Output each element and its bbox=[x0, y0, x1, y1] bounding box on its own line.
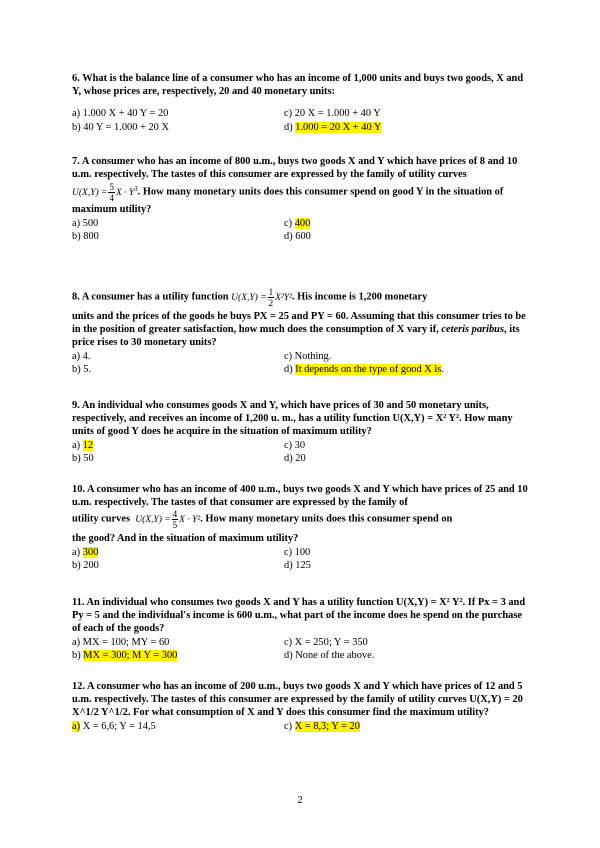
q7-option-d: d) 600 bbox=[284, 230, 311, 242]
question-12-text: 12. A consumer who has an income of 200 u.m., buys two goods X and Y which have prices of 12 and 5 u.m. respectively. The tastes of this consumer are expressed by the family of utility curves U(X,Y) = 20 X^1/2 Y^1/2. For what consumption of X and Y does this consumer find the maximum utility? bbox=[72, 681, 523, 719]
q7-option-b: b) 800 bbox=[72, 230, 99, 242]
q8-frac-num: 1 bbox=[268, 287, 274, 297]
question-10-text-b: utility curves bbox=[72, 514, 131, 526]
question-8-line1 bbox=[72, 287, 530, 308]
q10-option-a bbox=[72, 546, 284, 559]
q10-formula-lhs: U(X,Y) = bbox=[135, 515, 171, 526]
q8-formula-rhs: X²Y² bbox=[275, 292, 292, 303]
q9-option-a-label: a) bbox=[72, 439, 81, 451]
q11-option-a: a) MX = 100; MY = 60 bbox=[72, 636, 170, 648]
q10-formula bbox=[135, 509, 201, 531]
question-9 bbox=[72, 399, 530, 465]
q10-option-c: c) 100 bbox=[284, 546, 311, 558]
q12-option-c bbox=[284, 720, 530, 733]
question-7 bbox=[72, 155, 530, 243]
q11-option-b-label: b) bbox=[72, 649, 81, 661]
q6-option-d-answer: 1.000 = 20 X + 40 Y bbox=[295, 121, 382, 133]
q10-option-a-answer: 300 bbox=[82, 546, 99, 558]
q8-formula bbox=[231, 287, 292, 308]
q7-option-c-label: c) bbox=[284, 217, 293, 229]
q7-formula-lhs: U(X,Y) = bbox=[72, 188, 108, 199]
question-6-text: 6. What is the balance line of a consumer who has an income of 1,000 units and buys two goods, X and Y, whose prices are, respectively, 20 and 40 monetary units: bbox=[72, 73, 524, 98]
q8-fraction bbox=[268, 287, 275, 308]
q6-option-c: c) 20 X = 1.000 + 40 Y bbox=[284, 108, 381, 120]
question-10-formula-line bbox=[72, 509, 530, 530]
q10-option-d: d) 125 bbox=[284, 559, 311, 571]
q10-option-a-label: a) bbox=[72, 546, 81, 558]
q6-option-a: a) 1.000 X + 40 Y = 20 bbox=[72, 108, 169, 120]
q7-frac-num: 5 bbox=[109, 182, 114, 193]
question-10 bbox=[72, 483, 530, 572]
q8-formula-lhs: U(X,Y) = bbox=[231, 292, 267, 303]
q8-option-a: a) 4. bbox=[72, 350, 91, 362]
q12-option-a bbox=[72, 720, 284, 733]
q7-option-c-answer: 400 bbox=[294, 217, 311, 229]
q9-option-a bbox=[72, 439, 284, 452]
q12-option-a-text: X = 6,6; Y = 14,5 bbox=[82, 720, 156, 732]
q6-option-d-label: d) bbox=[284, 121, 293, 133]
q8-option-c: c) Nothing. bbox=[284, 350, 332, 362]
question-8-ceteris-paribus: ceteris paribus bbox=[441, 324, 505, 336]
q9-option-b: b) 50 bbox=[72, 452, 94, 464]
question-8-text2-line bbox=[72, 310, 530, 350]
q9-option-c: c) 30 bbox=[284, 439, 306, 451]
q11-option-c: c) X = 250; Y = 350 bbox=[284, 636, 368, 648]
page-number: 2 bbox=[297, 794, 303, 806]
q10-frac-den: 5 bbox=[172, 520, 178, 531]
q8-option-d bbox=[284, 363, 530, 376]
q11-option-b bbox=[72, 649, 284, 662]
q7-option-a: a) 500 bbox=[72, 217, 99, 229]
q7-formula bbox=[72, 182, 138, 204]
question-7-text: 7. A consumer who has an income of 800 u.m., buys two goods X and Y which have prices of 8 and 10 u.m. respectively. The tastes of this consumer are expressed by the family of utility curves bbox=[72, 156, 518, 181]
q7-option-c bbox=[284, 217, 530, 230]
question-11-text: 11. An individual who consumes two goods X and Y has a utility function U(X,Y) = X² Y². If Px = 3 and Py = 5 and the individual's income is 600 u.m., what part of the income does he spend on the purchase of each of the goods? bbox=[72, 597, 526, 635]
question-8-text2-end: , its price rises to 30 monetary units? bbox=[72, 324, 520, 349]
q7-formula-exp: 3 bbox=[134, 184, 138, 193]
q12-option-c-label: c) bbox=[284, 720, 293, 732]
q11-option-b-answer: MX = 300; M Y = 300 bbox=[83, 649, 178, 661]
question-6 bbox=[72, 72, 530, 134]
q7-frac-den: 4 bbox=[109, 193, 114, 204]
q10-option-b: b) 200 bbox=[72, 559, 99, 571]
q12-option-a-label: a) bbox=[72, 720, 81, 732]
q6-option-b: b) 40 Y = 1.000 + 20 X bbox=[72, 121, 169, 133]
q8-option-b: b) 5. bbox=[72, 363, 92, 375]
question-12 bbox=[72, 680, 530, 733]
question-7-formula-line bbox=[72, 182, 530, 216]
question-9-text: 9. An individual who consumes goods X and Y, which have prices of 30 and 50 monetary units, respectively, and receives an income of 1,200 u. m., has a utility function U(X,Y) = X² Y². How many units of good Y does he acquire in the situation of maximum utility? bbox=[72, 400, 513, 438]
q7-formula-rhs: X · Y bbox=[115, 188, 135, 199]
q6-option-d bbox=[284, 121, 530, 134]
q8-option-d-end: . bbox=[441, 363, 444, 375]
q8-option-d-answer: It depends on the type of good X is bbox=[295, 363, 442, 375]
q8-option-d-label: d) bbox=[284, 363, 293, 375]
q10-fraction bbox=[172, 509, 179, 530]
question-8 bbox=[72, 287, 530, 376]
question-10-text2: the good? And in the situation of maximum utility? bbox=[72, 533, 299, 545]
q8-frac-den: 2 bbox=[268, 298, 274, 308]
question-10-text: 10. A consumer who has an income of 400 u.m., buys two goods X and Y which have prices of 25 and 10 u.m. respectively. The tastes of that consumer are expressed by the family of bbox=[72, 484, 528, 509]
question-8-text2: units and the prices of the goods he buys PX = 25 and PY = 60. Assuming that this consumer tries to be in the position of greater satisfaction, how much does the consumption of X vary if, bbox=[72, 311, 526, 336]
question-7-text2: . How many monetary units does this consumer spend on good Y in the situation of maximum utility? bbox=[72, 187, 504, 216]
question-8-text-post: . His income is 1,200 monetary bbox=[291, 291, 428, 303]
q9-option-d: d) 20 bbox=[284, 452, 306, 464]
q7-fraction bbox=[108, 182, 115, 203]
question-10-text-c: . How many monetary units does this consumer spend on bbox=[200, 514, 453, 526]
q12-option-c-answer: X = 8,3; Y = 20 bbox=[294, 720, 360, 732]
question-11 bbox=[72, 596, 530, 662]
q10-formula-rhs: X · Y² bbox=[179, 515, 201, 526]
q11-option-d: d) None of the above. bbox=[284, 649, 375, 661]
question-8-text-pre: 8. A consumer has a utility function bbox=[72, 291, 229, 303]
q10-frac-num: 4 bbox=[172, 509, 178, 520]
q9-option-a-answer: 12 bbox=[82, 439, 94, 451]
